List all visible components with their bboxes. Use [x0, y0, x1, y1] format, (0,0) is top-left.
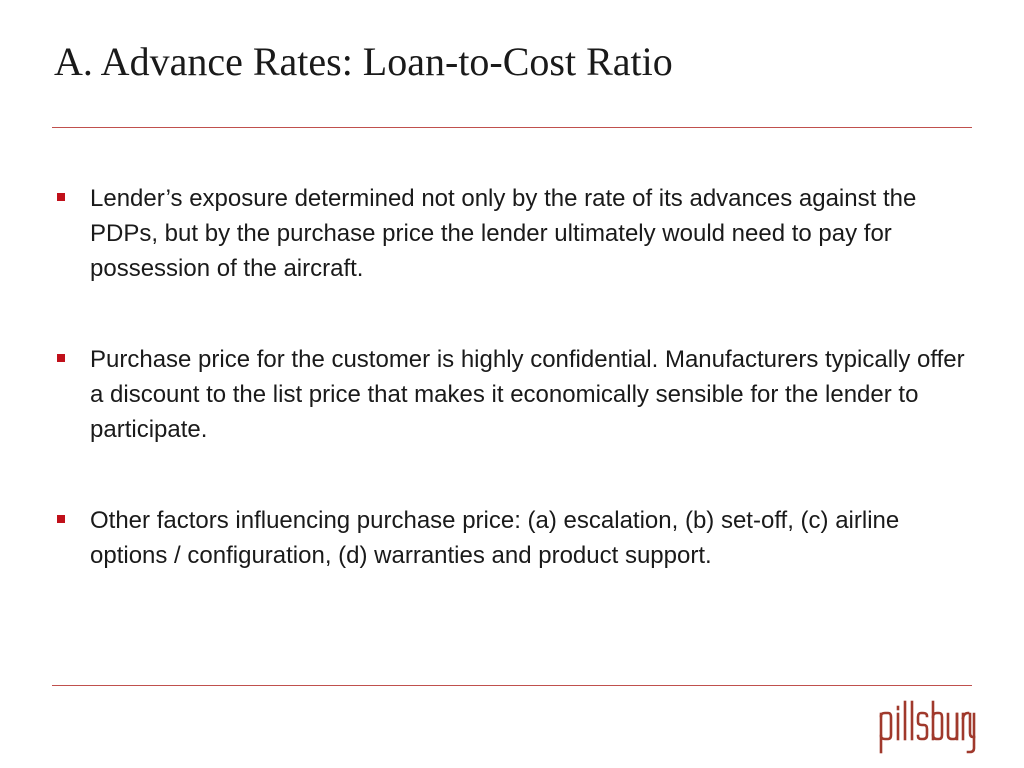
bullet-item: [54, 342, 974, 447]
pillsbury-logo-icon: [878, 700, 976, 756]
bullet-item: [54, 181, 974, 286]
pillsbury-logo: [878, 700, 976, 756]
bullet-text: Lender’s exposure determined not only by the rate of its advances against the PDPs, but by the purchase price the lender ultimately would need to pay for possession of the aircraft.: [90, 185, 917, 282]
bullet-text: Other factors influencing purchase price: (a) escalation, (b) set-off, (c) airline options / configuration, (d) warranties and product support.: [90, 507, 900, 569]
top-divider: [52, 127, 972, 128]
bottom-divider: [52, 685, 972, 686]
bullet-item: [54, 503, 974, 573]
square-bullet-icon: [57, 193, 65, 201]
square-bullet-icon: [57, 354, 65, 362]
slide-title: A. Advance Rates: Loan-to-Cost Ratio: [54, 39, 673, 84]
bullet-text: Purchase price for the customer is highly confidential. Manufacturers typically offer a discount to the list price that makes it economically sensible for the lender to participate.: [90, 346, 965, 443]
square-bullet-icon: [57, 515, 65, 523]
bullet-list: [54, 181, 974, 629]
